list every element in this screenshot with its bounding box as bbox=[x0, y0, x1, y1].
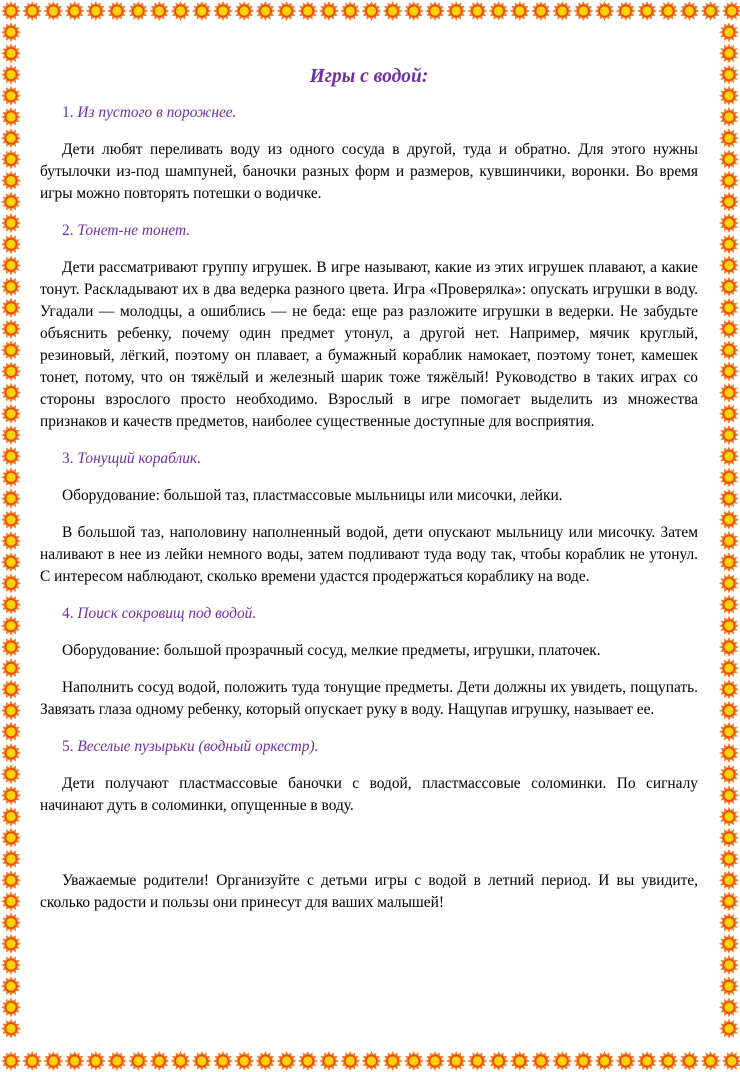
sun-icon bbox=[1, 149, 21, 169]
sun-icon bbox=[446, 1051, 466, 1071]
sun-icon bbox=[1, 658, 21, 678]
section-title: Тонет-не тонет. bbox=[77, 222, 191, 239]
sun-icon bbox=[1, 107, 21, 127]
sun-icon bbox=[719, 340, 739, 360]
sun-icon bbox=[86, 1051, 106, 1071]
sun-icon bbox=[128, 1051, 148, 1071]
sun-icon bbox=[489, 1, 509, 21]
sun-icon bbox=[719, 955, 739, 975]
sun-icon bbox=[425, 1051, 445, 1071]
sun-icon bbox=[255, 1, 275, 21]
sun-icon bbox=[1, 679, 21, 699]
sun-icon bbox=[1, 955, 21, 975]
sun-icon bbox=[1, 849, 21, 869]
sun-icon bbox=[510, 1051, 530, 1071]
sun-icon bbox=[192, 1051, 212, 1071]
sun-icon bbox=[1, 552, 21, 572]
sun-icon bbox=[1, 1051, 21, 1071]
sun-icon bbox=[719, 531, 739, 551]
sun-icon bbox=[552, 1, 572, 21]
sun-icon bbox=[719, 870, 739, 890]
section-title: Веселые пузырьки (водный оркестр). bbox=[77, 738, 319, 755]
section-number: 5. bbox=[62, 738, 74, 755]
sun-icon bbox=[658, 1, 678, 21]
sun-icon bbox=[213, 1, 233, 21]
sun-icon bbox=[107, 1, 127, 21]
sun-icon bbox=[719, 425, 739, 445]
sun-icon bbox=[171, 1, 191, 21]
sun-icon bbox=[1, 234, 21, 254]
section-number: 3. bbox=[62, 450, 74, 467]
sun-icon bbox=[719, 828, 739, 848]
sun-icon bbox=[107, 1051, 127, 1071]
spacer bbox=[40, 832, 698, 870]
sun-icon bbox=[43, 1, 63, 21]
sun-icon bbox=[719, 722, 739, 742]
sun-icon bbox=[510, 1, 530, 21]
sun-icon bbox=[719, 785, 739, 805]
sun-icon bbox=[616, 1051, 636, 1071]
sun-icon bbox=[719, 446, 739, 466]
sun-icon bbox=[192, 1, 212, 21]
sun-icon bbox=[1, 828, 21, 848]
sun-icon bbox=[637, 1051, 657, 1071]
sun-icon bbox=[446, 1, 466, 21]
sun-icon bbox=[361, 1, 381, 21]
sun-icon bbox=[595, 1, 615, 21]
sun-icon bbox=[1, 446, 21, 466]
sun-icon bbox=[719, 43, 739, 63]
sun-icon bbox=[22, 1051, 42, 1071]
sun-icon bbox=[719, 573, 739, 593]
sun-icon bbox=[298, 1, 318, 21]
section-number: 2. bbox=[62, 222, 74, 239]
sun-icon bbox=[1, 255, 21, 275]
sun-icon bbox=[43, 1051, 63, 1071]
sun-icon bbox=[1, 1, 21, 21]
sun-icon bbox=[719, 595, 739, 615]
sun-icon bbox=[719, 764, 739, 784]
sun-icon bbox=[383, 1, 403, 21]
sun-icon bbox=[149, 1051, 169, 1071]
sun-icon bbox=[319, 1051, 339, 1071]
sun-icon bbox=[719, 679, 739, 699]
sun-icon bbox=[1, 764, 21, 784]
sun-icon bbox=[467, 1, 487, 21]
sun-icon bbox=[701, 1, 721, 21]
sun-icon bbox=[213, 1051, 233, 1071]
sun-icon bbox=[719, 637, 739, 657]
sun-icon bbox=[1, 1019, 21, 1039]
sun-icon bbox=[1, 86, 21, 106]
sun-icon bbox=[1, 383, 21, 403]
sun-icon bbox=[531, 1051, 551, 1071]
sun-icon bbox=[719, 849, 739, 869]
sun-icon bbox=[1, 637, 21, 657]
sun-icon bbox=[1, 616, 21, 636]
paragraph: Наполнить сосуд водой, положить туда тонущие предметы. Дети должны их увидеть, пощупать. Завязать глаза одному ребенку, который опускает руку в воду. Нащупав игрушку, называет ее. bbox=[40, 679, 698, 718]
section-heading bbox=[40, 102, 698, 124]
sun-icon bbox=[719, 65, 739, 85]
sun-icon bbox=[719, 234, 739, 254]
sun-icon bbox=[340, 1, 360, 21]
sun-icon bbox=[1, 467, 21, 487]
sun-icon bbox=[255, 1051, 275, 1071]
paragraph: Дети рассматривают группу игрушек. В игре называют, какие из этих игрушек плавают, а какие тонут. Раскладывают их в два ведерка разного цвета. Игра «Проверялка»: опускать игрушки в воду. Угадали — молодцы, а ошиблись — не беда: еще раз разложите игрушки в ведерки. Не забудьте объяснить ребенку, почему один предмет утонул, а другой нет. Например, мячик круглый, резиновый, лёгкий, поэтому он плавает, а бумажный кораблик намокает, поэтому тонет, камешек тонет, потому, что он тяжёлый и железный шарик тоже тяжёлый! Руководство в таких играх со стороны взрослого просто необходимо. Взрослый в игре помогает выделить из множества признаков и качеств предметов, наиболее существенные доступные для восприятия. bbox=[40, 259, 698, 430]
sun-icon bbox=[234, 1, 254, 21]
sun-icon bbox=[573, 1, 593, 21]
section-number: 4. bbox=[62, 605, 74, 622]
sun-icon bbox=[679, 1, 699, 21]
sun-icon bbox=[719, 107, 739, 127]
sun-icon bbox=[719, 298, 739, 318]
document-page bbox=[40, 64, 698, 929]
section-heading bbox=[40, 220, 698, 242]
sun-icon bbox=[149, 1, 169, 21]
sun-icon bbox=[1, 701, 21, 721]
section-title: Поиск сокровищ под водой. bbox=[77, 605, 257, 622]
sun-icon bbox=[616, 1, 636, 21]
sun-icon bbox=[404, 1051, 424, 1071]
sun-icon bbox=[1, 997, 21, 1017]
sun-icon bbox=[719, 616, 739, 636]
sun-icon bbox=[719, 489, 739, 509]
sun-icon bbox=[425, 1, 445, 21]
sun-icon bbox=[1, 319, 21, 339]
sun-icon bbox=[1, 277, 21, 297]
sun-icon bbox=[1, 934, 21, 954]
sun-icon bbox=[719, 361, 739, 381]
sun-icon bbox=[1, 22, 21, 42]
sun-icon bbox=[719, 255, 739, 275]
sun-icon bbox=[719, 128, 739, 148]
sun-icon bbox=[1, 531, 21, 551]
sun-icon bbox=[701, 1051, 721, 1071]
sun-icon bbox=[719, 467, 739, 487]
sun-icon bbox=[1, 128, 21, 148]
sun-icon bbox=[1, 722, 21, 742]
sun-icon bbox=[86, 1, 106, 21]
paragraph: Дети получают пластмассовые баночки с водой, пластмассовые соломинки. По сигналу начинают дуть в соломинки, опущенные в воду. bbox=[40, 775, 698, 814]
sun-icon bbox=[1, 213, 21, 233]
sun-icon bbox=[489, 1051, 509, 1071]
section-number: 1. bbox=[62, 104, 74, 121]
sun-icon bbox=[719, 934, 739, 954]
sun-icon bbox=[719, 22, 739, 42]
sun-icon bbox=[595, 1051, 615, 1071]
equipment-paragraph: Оборудование: большой таз, пластмассовые мыльницы или мисочки, лейки. bbox=[62, 487, 563, 504]
sun-icon bbox=[361, 1051, 381, 1071]
sun-icon bbox=[234, 1051, 254, 1071]
sun-icon bbox=[1, 785, 21, 805]
closing-paragraph: Уважаемые родители! Организуйте с детьми игры с водой в летний период. И вы увидите, сколько радости и пользы они принесут для ваших малышей! bbox=[40, 872, 698, 911]
section-heading bbox=[40, 448, 698, 470]
sun-icon bbox=[1, 976, 21, 996]
sun-icon bbox=[573, 1051, 593, 1071]
sun-icon bbox=[404, 1, 424, 21]
sun-icon bbox=[719, 404, 739, 424]
sun-icon bbox=[340, 1051, 360, 1071]
page-title: Игры с водой: bbox=[309, 66, 429, 87]
sun-icon bbox=[719, 86, 739, 106]
sun-icon bbox=[22, 1, 42, 21]
sun-icon bbox=[719, 913, 739, 933]
sun-icon bbox=[719, 192, 739, 212]
sun-icon bbox=[1, 425, 21, 445]
equipment-paragraph: Оборудование: большой прозрачный сосуд, мелкие предметы, игрушки, платочек. bbox=[62, 642, 601, 659]
sun-icon bbox=[1, 43, 21, 63]
sun-icon bbox=[1, 510, 21, 530]
sun-icon bbox=[383, 1051, 403, 1071]
sun-icon bbox=[722, 1, 740, 21]
sun-icon bbox=[719, 383, 739, 403]
sun-icon bbox=[719, 1019, 739, 1039]
sun-icon bbox=[277, 1051, 297, 1071]
sun-icon bbox=[1, 404, 21, 424]
sun-icon bbox=[1, 340, 21, 360]
section-heading bbox=[40, 736, 698, 758]
sun-icon bbox=[719, 319, 739, 339]
sun-icon bbox=[1, 489, 21, 509]
sun-icon bbox=[1, 743, 21, 763]
sun-icon bbox=[1, 573, 21, 593]
sun-icon bbox=[1, 192, 21, 212]
sun-icon bbox=[719, 976, 739, 996]
paragraph: В большой таз, наполовину наполненный водой, дети опускают мыльницу или мисочку. Затем наливают в нее из лейки немного воды, затем подливают туда воду так, чтобы кораблик не утонул. С интересом наблюдают, сколько времени удастся продержаться кораблику на воде. bbox=[40, 524, 698, 585]
sun-icon bbox=[719, 891, 739, 911]
sun-icon bbox=[679, 1051, 699, 1071]
sun-icon bbox=[719, 213, 739, 233]
paragraph: Дети любят переливать воду из одного сосуда в другой, туда и обратно. Для этого нужны бутылочки из-под шампуней, баночки разных форм и размеров, кувшинчики, воронки. Во время игры можно повторять потешки о водичке. bbox=[40, 141, 698, 202]
sun-icon bbox=[467, 1051, 487, 1071]
sun-icon bbox=[719, 552, 739, 572]
sun-icon bbox=[1, 595, 21, 615]
sun-icon bbox=[719, 743, 739, 763]
section-title: Из пустого в порожнее. bbox=[77, 104, 237, 121]
sun-icon bbox=[719, 807, 739, 827]
sun-icon bbox=[531, 1, 551, 21]
sun-icon bbox=[1, 298, 21, 318]
sun-icon bbox=[1, 870, 21, 890]
section-title: Тонущий кораблик. bbox=[77, 450, 201, 467]
sun-icon bbox=[1, 891, 21, 911]
sun-icon bbox=[719, 510, 739, 530]
sun-icon bbox=[1, 807, 21, 827]
sun-icon bbox=[1, 913, 21, 933]
sun-icon bbox=[1, 361, 21, 381]
sun-icon bbox=[65, 1051, 85, 1071]
sun-icon bbox=[298, 1051, 318, 1071]
sun-icon bbox=[722, 1051, 740, 1071]
sun-icon bbox=[719, 171, 739, 191]
sun-icon bbox=[719, 277, 739, 297]
sun-icon bbox=[171, 1051, 191, 1071]
sun-icon bbox=[1, 171, 21, 191]
sun-icon bbox=[319, 1, 339, 21]
sun-icon bbox=[1, 65, 21, 85]
sun-icon bbox=[552, 1051, 572, 1071]
sun-icon bbox=[719, 701, 739, 721]
sun-icon bbox=[637, 1, 657, 21]
sun-icon bbox=[65, 1, 85, 21]
sun-icon bbox=[719, 149, 739, 169]
sun-icon bbox=[128, 1, 148, 21]
sun-icon bbox=[719, 997, 739, 1017]
section-heading bbox=[40, 603, 698, 625]
sun-icon bbox=[277, 1, 297, 21]
sun-icon bbox=[719, 658, 739, 678]
sun-icon bbox=[658, 1051, 678, 1071]
